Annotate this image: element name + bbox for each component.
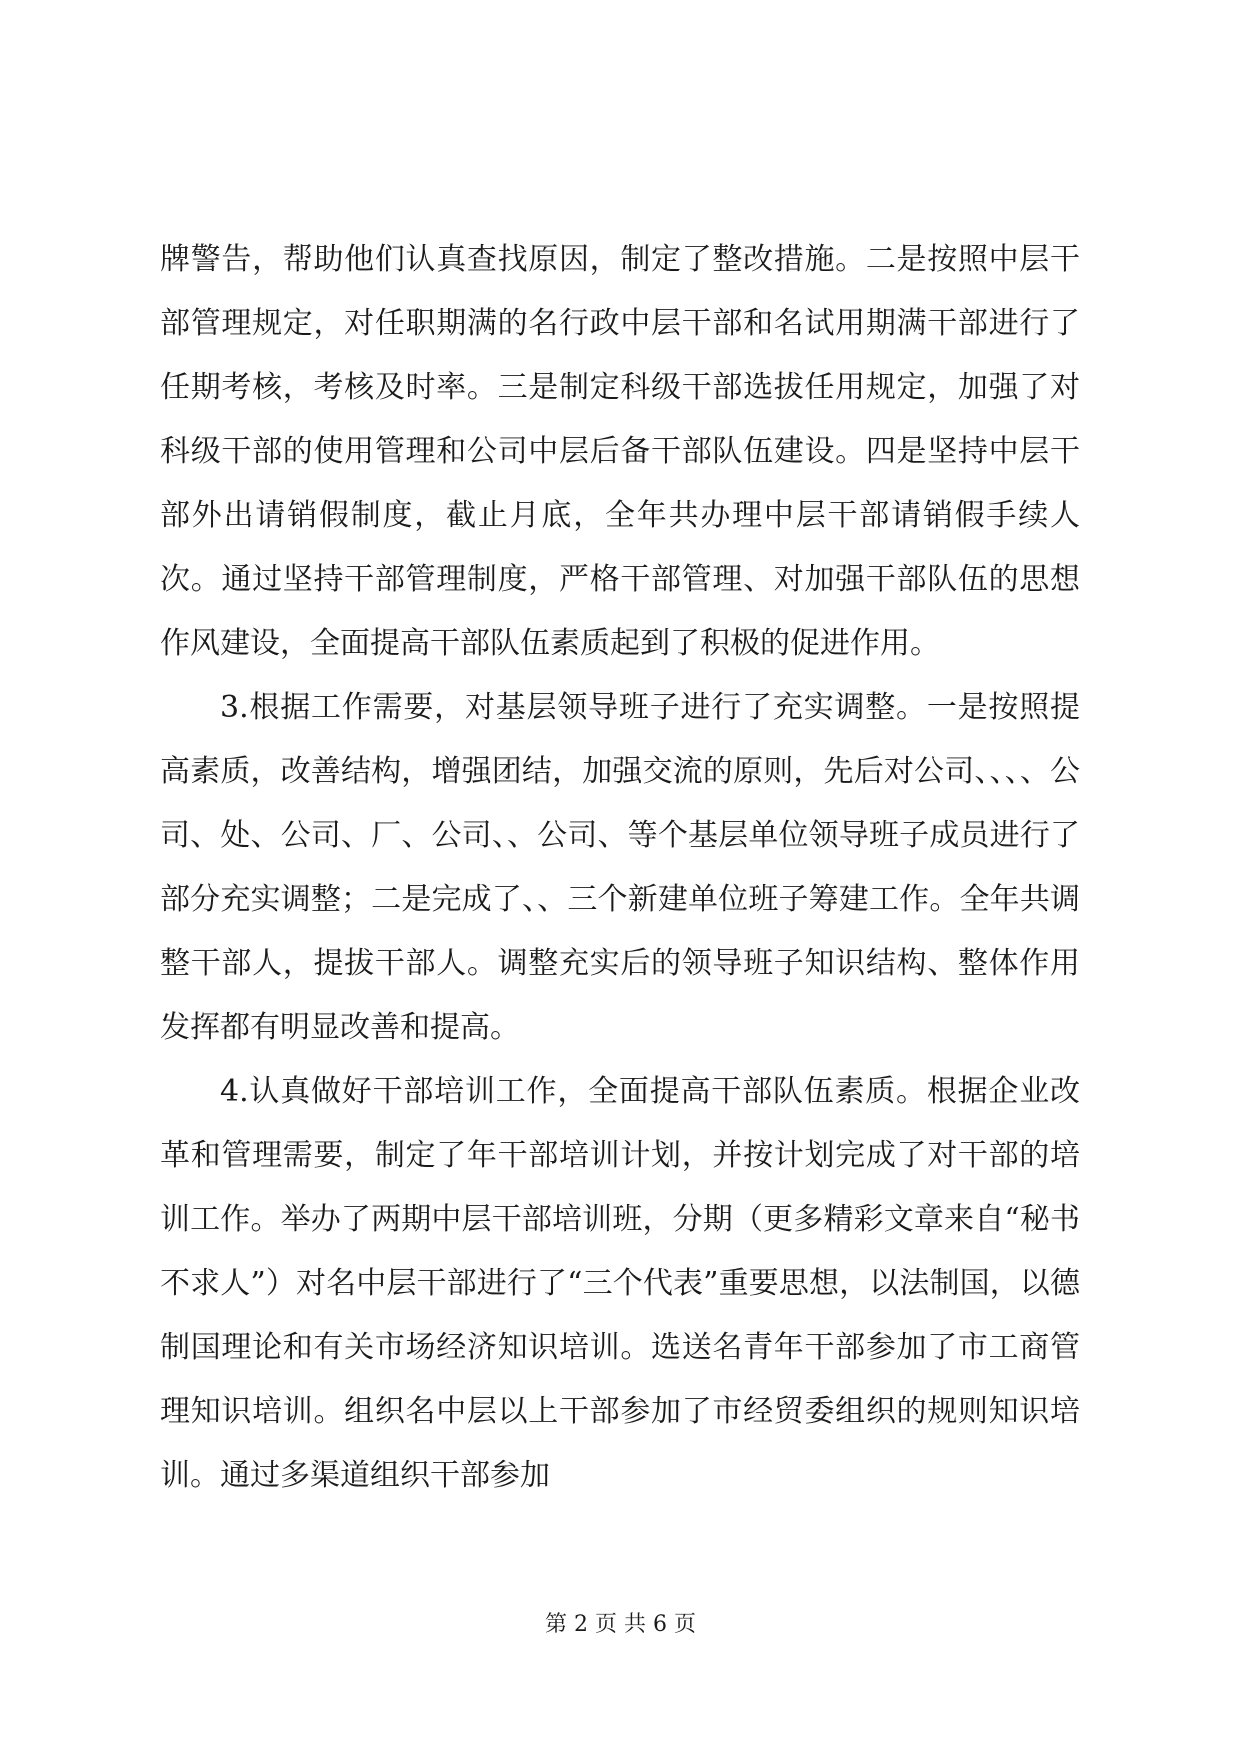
page-footer: 第 2 页 共 6 页 [545,1612,696,1637]
paragraph-3: 4.认真做好干部培训工作，全面提高干部队伍素质。根据企业改革和管理需要，制定了年干部培训计划，并按计划完成了对干部的培训工作。举办了两期中层干部培训班，分期（更多精彩文章来自“秘书不求人”）对名中层干部进行了“三个代表”重要思想，以法制国，以德制国理论和有关市场经济知识培训。选送名青年干部参加了市工商管理知识培训。组织名中层以上干部参加了市经贸委组织的规则知识培训。通过多渠道组织干部参加 [160,1074,1080,1493]
paragraph-2: 3.根据工作需要，对基层领导班子进行了充实调整。一是按照提高素质，改善结构，增强团结，加强交流的原则，先后对公司、、、、公司、处、公司、厂、公司、、公司、等个基层单位领导班子成员进行了部分充实调整；二是完成了、、三个新建单位班子筹建工作。全年共调整干部人，提拔干部人。调整充实后的领导班子知识结构、整体作用发挥都有明显改善和提高。 [160,690,1080,1045]
paragraph-1: 牌警告，帮助他们认真查找原因，制定了整改措施。二是按照中层干部管理规定，对任职期满的名行政中层干部和名试用期满干部进行了任期考核，考核及时率。三是制定科级干部选拔任用规定，加强了对科级干部的使用管理和公司中层后备干部队伍建设。四是坚持中层干部外出请销假制度，截止月底，全年共办理中层干部请销假手续人次。通过坚持干部管理制度，严格干部管理、对加强干部队伍的思想作风建设，全面提高干部队伍素质起到了积极的促进作用。 [160,242,1080,661]
document-body [160,228,1080,1508]
